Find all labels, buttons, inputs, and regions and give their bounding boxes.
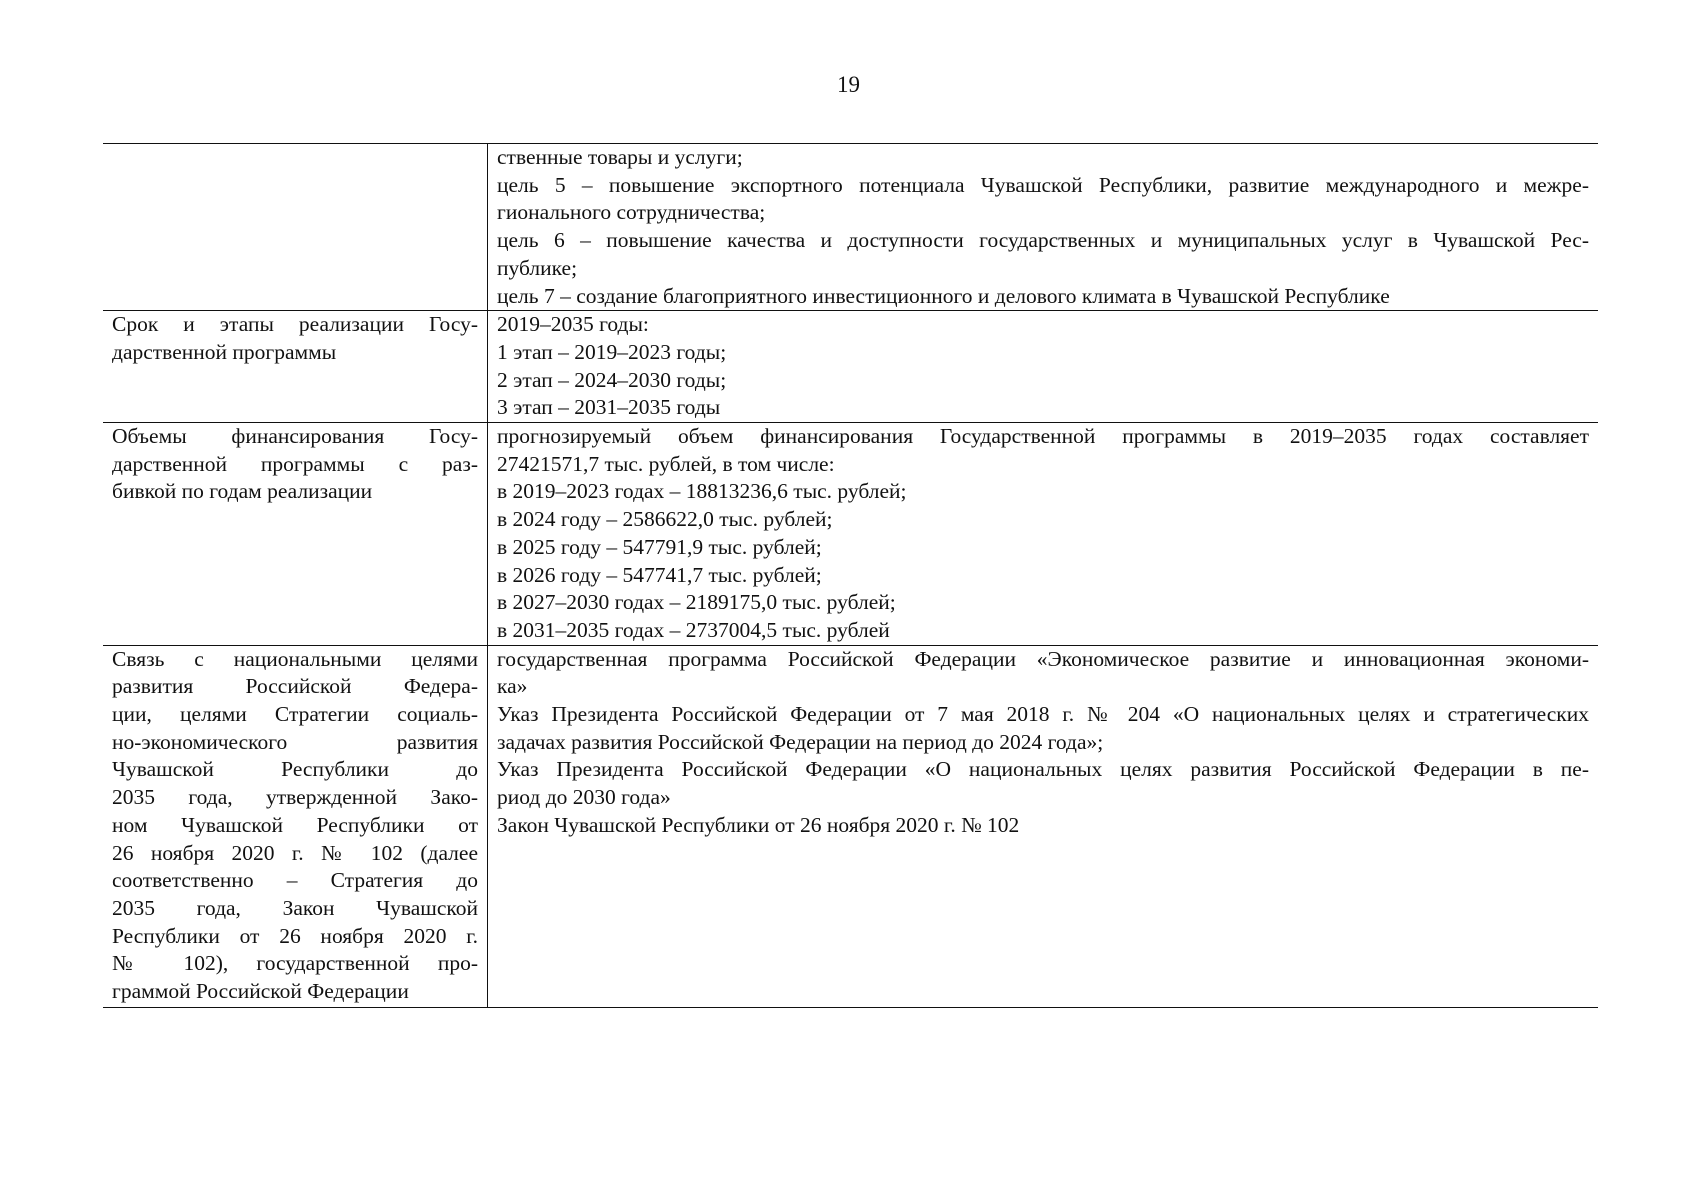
row-timeline bbox=[103, 311, 1598, 423]
row-value-line: в 2024 году – 2586622,0 тыс. рублей; bbox=[497, 507, 833, 532]
row-label-line: соответственно – Стратегия до bbox=[112, 868, 478, 893]
row-value-line: государственная программа Российской Федерации «Экономическое развитие и инновационная экономи- bbox=[497, 646, 1589, 671]
row-label-line: Объемы финансирования Госу- bbox=[112, 424, 478, 449]
row-value-cell bbox=[488, 645, 1599, 1007]
row-value-line: ственные товары и услуги; bbox=[497, 145, 743, 169]
row-label-cell bbox=[103, 311, 488, 423]
row-value-line: 3 этап – 2031–2035 годы bbox=[497, 395, 721, 420]
row-label-cell bbox=[103, 423, 488, 646]
row-label-line: дарственной программы с раз- bbox=[112, 451, 478, 476]
program-passport-table bbox=[103, 143, 1598, 1008]
row-goals-continuation bbox=[103, 144, 1598, 311]
row-label-line: ном Чувашской Республики от bbox=[112, 812, 478, 837]
row-value-line: ка» bbox=[497, 674, 528, 699]
row-label-line: Связь с национальными целями bbox=[112, 646, 478, 671]
row-value-line: 27421571,7 тыс. рублей, в том числе: bbox=[497, 451, 835, 476]
row-label-line: 2035 года, Закон Чувашской bbox=[112, 895, 478, 920]
row-value-line: 2019–2035 годы: bbox=[497, 312, 649, 337]
row-label-line: Срок и этапы реализации Госу- bbox=[112, 312, 478, 337]
row-value-line: в 2031–2035 годах – 2737004,5 тыс. рублей bbox=[497, 617, 890, 642]
row-value-line: прогнозируемый объем финансирования Государственной программы в 2019–2035 годах составляет bbox=[497, 424, 1589, 449]
row-value-line: риод до 2030 года» bbox=[497, 785, 671, 810]
row-label-line: ции, целями Стратегии социаль- bbox=[112, 702, 478, 727]
row-value-cell bbox=[488, 423, 1599, 646]
row-value-line: Указ Президента Российской Федерации от 7 мая 2018 г. № 204 «О национальных целях и стратегических bbox=[497, 702, 1589, 727]
row-value-line: цель 6 – повышение качества и доступности государственных и муниципальных услуг в Чувашской Рес- bbox=[497, 228, 1589, 253]
row-label-line: Республики от 26 ноября 2020 г. bbox=[112, 923, 478, 948]
row-value-line: 1 этап – 2019–2023 годы; bbox=[497, 339, 727, 364]
row-label-line: развития Российской Федера- bbox=[112, 674, 478, 699]
row-value-line: гионального сотрудничества; bbox=[497, 200, 766, 225]
row-value-line: в 2027–2030 годах – 2189175,0 тыс. рублей; bbox=[497, 590, 896, 615]
row-label-line: № 102), государственной про- bbox=[112, 951, 478, 976]
row-label-line: Чувашской Республики до bbox=[112, 757, 478, 782]
row-value-line: в 2026 году – 547741,7 тыс. рублей; bbox=[497, 562, 822, 587]
row-value-line: в 2019–2023 годах – 18813236,6 тыс. рублей; bbox=[497, 479, 907, 504]
row-value-cell bbox=[488, 311, 1599, 423]
row-national-goals bbox=[103, 645, 1598, 1007]
row-value-line: Указ Президента Российской Федерации «О национальных целях развития Российской Федерации в пе- bbox=[497, 757, 1589, 782]
row-label-cell bbox=[103, 144, 488, 311]
row-label-cell bbox=[103, 645, 488, 1007]
row-label-line: 26 ноября 2020 г. № 102 (далее bbox=[112, 840, 478, 865]
row-label-line: 2035 года, утвержденной Зако- bbox=[112, 785, 478, 810]
passport-table-body bbox=[103, 144, 1598, 1008]
row-label-line: дарственной программы bbox=[112, 339, 337, 364]
row-value-cell bbox=[488, 144, 1599, 311]
row-value-line: 2 этап – 2024–2030 годы; bbox=[497, 367, 727, 392]
row-label-line: но-экономического развития bbox=[112, 729, 478, 754]
row-value-line: цель 5 – повышение экспортного потенциала Чувашской Республики, развитие международного и межре- bbox=[497, 172, 1589, 197]
row-value-line: в 2025 году – 547791,9 тыс. рублей; bbox=[497, 534, 822, 559]
row-value-line: цель 7 – создание благоприятного инвестиционного и делового климата в Чувашской Республике bbox=[497, 283, 1390, 308]
page-number: 19 bbox=[837, 72, 860, 97]
row-label-line: граммой Российской Федерации bbox=[112, 979, 409, 1004]
row-value-line: публике; bbox=[497, 255, 578, 280]
row-funding bbox=[103, 423, 1598, 646]
row-value-line: задачах развития Российской Федерации на период до 2024 года»; bbox=[497, 729, 1104, 754]
row-value-line: Закон Чувашской Республики от 26 ноября 2020 г. № 102 bbox=[497, 812, 1020, 837]
row-label-line: бивкой по годам реализации bbox=[112, 479, 373, 504]
